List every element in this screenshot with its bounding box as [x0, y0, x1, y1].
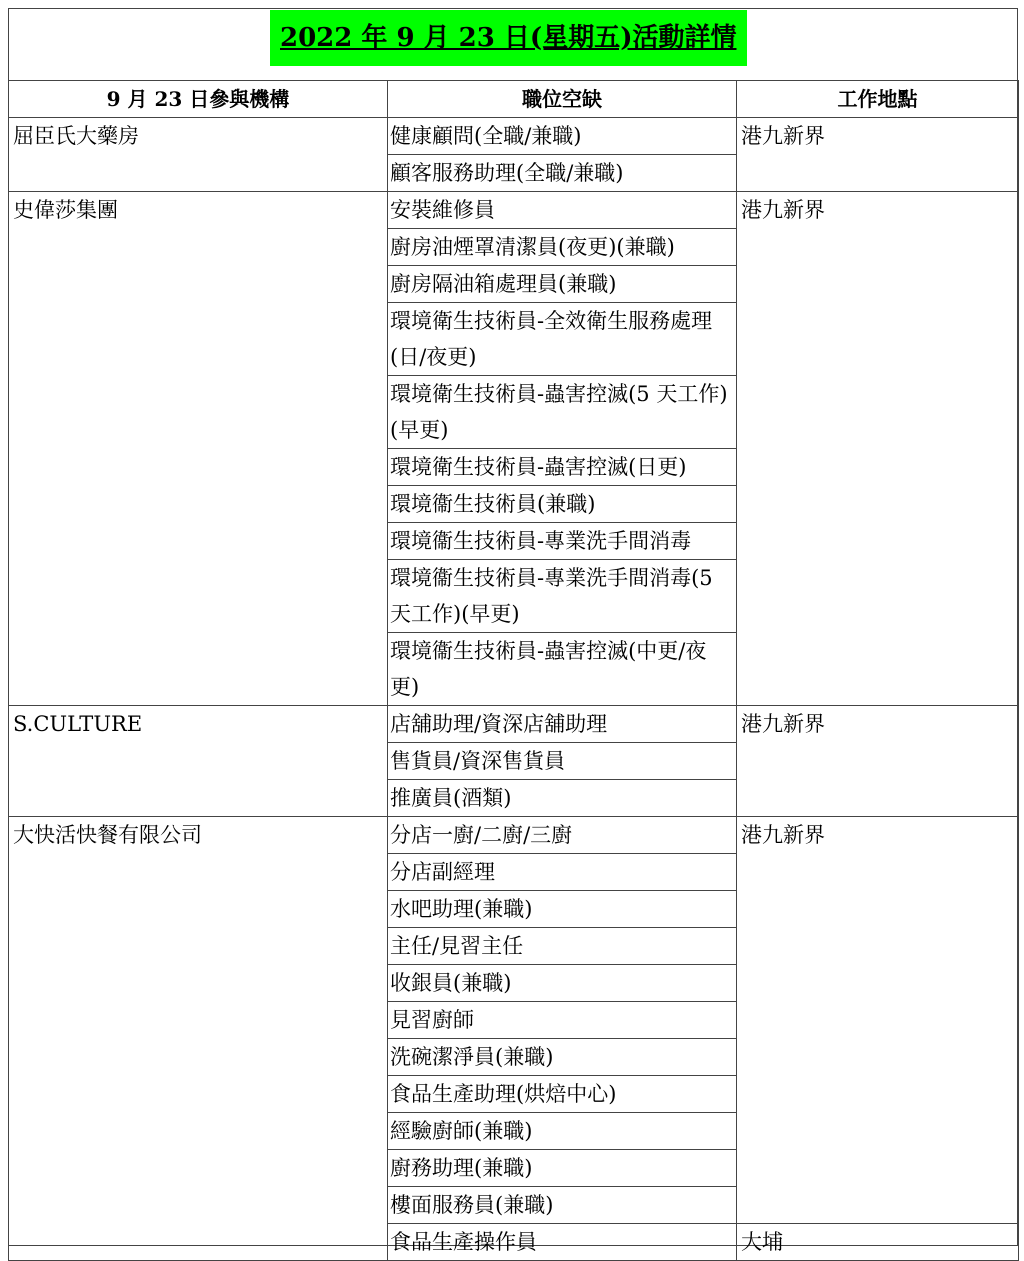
table-row	[9, 118, 1019, 155]
job-cell: 環境衞生技術員(兼職)	[388, 486, 737, 523]
table-row	[9, 817, 1019, 854]
job-cell: 水吧助理(兼職)	[388, 891, 737, 928]
job-cell: 洗碗潔淨員(兼職)	[388, 1039, 737, 1076]
job-cell: 經驗廚師(兼職)	[388, 1113, 737, 1150]
job-cell: 分店一廚/二廚/三廚	[388, 817, 737, 854]
header-jobs: 職位空缺	[388, 81, 737, 118]
job-cell: 環境衞生技術員-專業洗手間消毒	[388, 523, 737, 560]
org-cell: 屈臣氏大藥房	[9, 118, 388, 192]
job-cell: 顧客服務助理(全職/兼職)	[388, 155, 737, 192]
location-cell: 港九新界	[737, 118, 1019, 192]
org-cell: 史偉莎集團	[9, 192, 388, 706]
job-cell: 環境衛生技術員-全效衛生服務處理(日/夜更)	[388, 303, 737, 376]
header-org: 9 月 23 日參與機構	[9, 81, 388, 118]
header-location: 工作地點	[737, 81, 1019, 118]
job-cell: 環境衛生技術員-蟲害控滅(5 天工作)(早更)	[388, 376, 737, 449]
header-row	[9, 81, 1019, 118]
job-cell: 廚務助理(兼職)	[388, 1150, 737, 1187]
vacancy-table	[8, 80, 1019, 1261]
location-cell: 大埔	[737, 1224, 1019, 1261]
job-cell: 分店副經理	[388, 854, 737, 891]
job-cell: 食品生產操作員	[388, 1224, 737, 1261]
job-cell: 樓面服務員(兼職)	[388, 1187, 737, 1224]
job-cell: 環境衞生技術員-專業洗手間消毒(5 天工作)(早更)	[388, 560, 737, 633]
job-cell: 見習廚師	[388, 1002, 737, 1039]
job-cell: 健康顧問(全職/兼職)	[388, 118, 737, 155]
job-cell: 廚房隔油箱處理員(兼職)	[388, 266, 737, 303]
job-cell: 主任/見習主任	[388, 928, 737, 965]
job-cell: 售貨員/資深售貨員	[388, 743, 737, 780]
job-cell: 收銀員(兼職)	[388, 965, 737, 1002]
table-row	[9, 706, 1019, 743]
job-cell: 安裝維修員	[388, 192, 737, 229]
location-cell: 港九新界	[737, 192, 1019, 706]
org-cell: 大快活快餐有限公司	[9, 817, 388, 1261]
job-cell: 環境衛生技術員-蟲害控滅(日更)	[388, 449, 737, 486]
location-cell: 港九新界	[737, 706, 1019, 817]
job-cell: 環境衞生技術員-蟲害控滅(中更/夜更)	[388, 633, 737, 706]
job-cell: 店舖助理/資深店舖助理	[388, 706, 737, 743]
job-cell: 食品生產助理(烘焙中心)	[388, 1076, 737, 1113]
job-cell: 推廣員(酒類)	[388, 780, 737, 817]
page-title: 2022 年 9 月 23 日(星期五)活動詳情	[270, 10, 747, 66]
job-cell: 廚房油煙罩清潔員(夜更)(兼職)	[388, 229, 737, 266]
location-cell: 港九新界	[737, 817, 1019, 1224]
title-area	[9, 9, 1016, 80]
org-cell: S.CULTURE	[9, 706, 388, 817]
table-row	[9, 192, 1019, 229]
